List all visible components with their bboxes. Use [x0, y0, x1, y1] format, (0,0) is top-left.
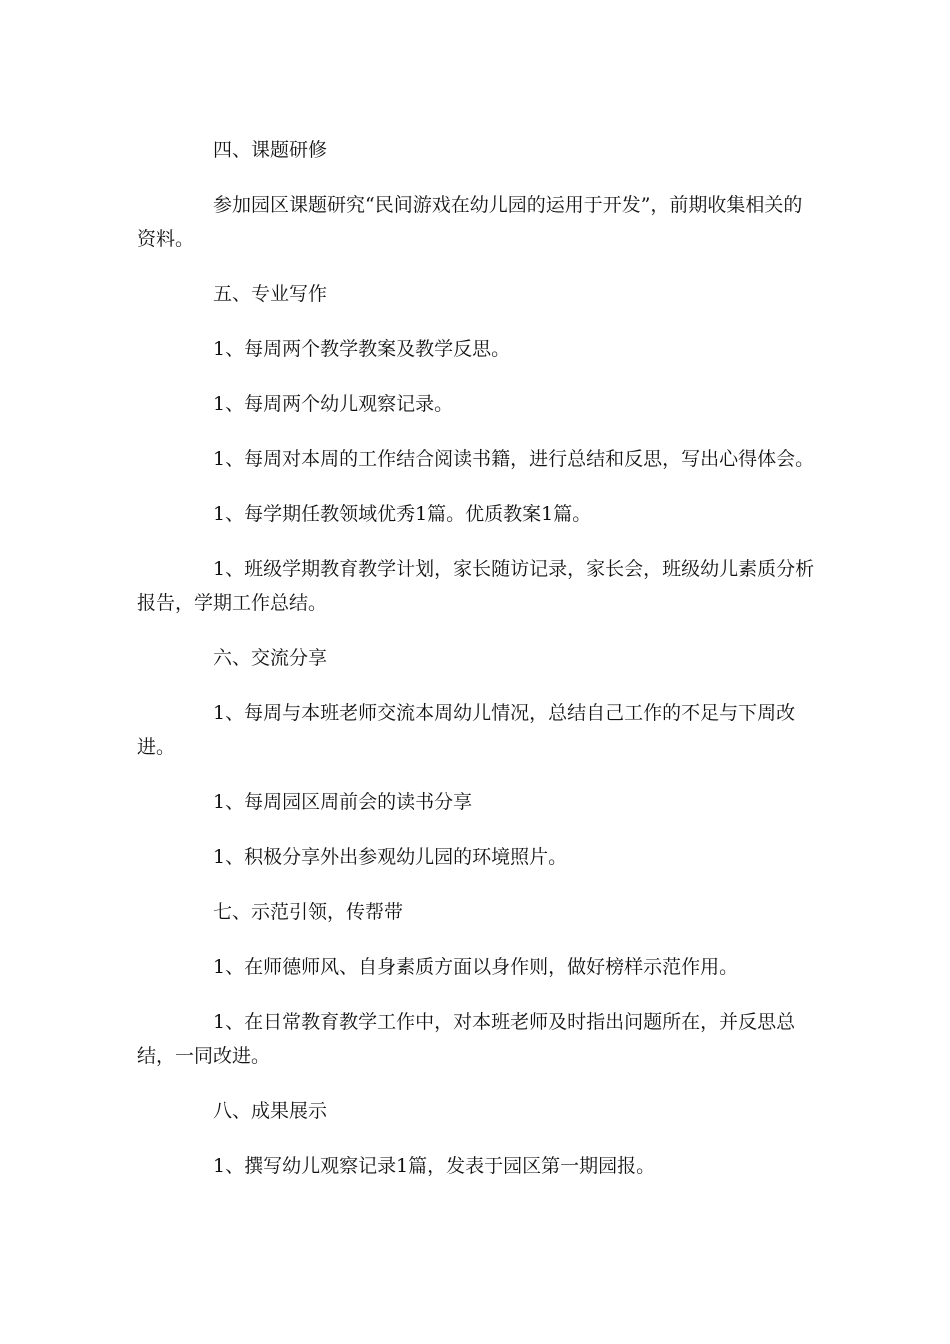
document-body — [137, 133, 817, 1204]
section-heading-mentoring: 七、示范引领，传帮带 — [213, 901, 404, 923]
list-item: 1、每学期任教领域优秀1篇。优质教案1篇。 — [213, 503, 592, 525]
section-heading-achievements: 八、成果展示 — [213, 1100, 328, 1122]
list-item: 1、每周与本班老师交流本周幼儿情况，总结自己工作的不足与下周改进。 — [137, 702, 796, 758]
list-item: 1、班级学期教育教学计划，家长随访记录，家长会，班级幼儿素质分析报告，学期工作总结。 — [137, 558, 815, 614]
paragraph: 参加园区课题研究“民间游戏在幼儿园的运用于开发”，前期收集相关的资料。 — [137, 194, 803, 250]
list-item: 1、积极分享外出参观幼儿园的环境照片。 — [213, 846, 568, 868]
section-heading-writing: 五、专业写作 — [213, 283, 328, 305]
list-item: 1、撰写幼儿观察记录1篇，发表于园区第一期园报。 — [213, 1155, 656, 1177]
list-item: 1、每周园区周前会的读书分享 — [213, 791, 473, 813]
section-heading-research: 四、课题研修 — [213, 139, 328, 161]
list-item: 1、每周两个教学教案及教学反思。 — [213, 338, 511, 360]
list-item: 1、在师德师风、自身素质方面以身作则，做好榜样示范作用。 — [213, 956, 739, 978]
section-heading-sharing: 六、交流分享 — [213, 647, 328, 669]
list-item: 1、每周对本周的工作结合阅读书籍，进行总结和反思，写出心得体会。 — [213, 448, 815, 470]
list-item: 1、在日常教育教学工作中，对本班老师及时指出问题所在，并反思总结，一同改进。 — [137, 1011, 796, 1067]
list-item: 1、每周两个幼儿观察记录。 — [213, 393, 454, 415]
